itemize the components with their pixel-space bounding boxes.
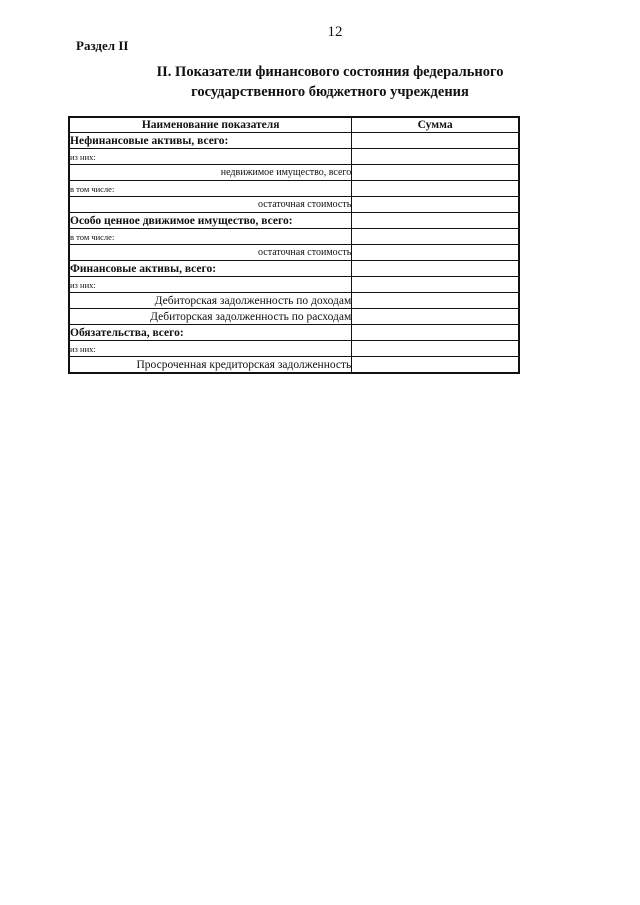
row-label: Дебиторская задолженность по расходам [69,309,352,325]
table-row [69,165,519,181]
row-label: Дебиторская задолженность по доходам [69,293,352,309]
table-row [69,261,519,277]
row-label: Нефинансовые активы, всего: [69,133,352,149]
table-row [69,277,519,293]
table-row [69,309,519,325]
row-label: из них: [69,149,352,165]
page-number: 12 [327,24,343,40]
row-amount-cell[interactable] [352,261,519,277]
column-header-amount: Сумма [352,117,519,133]
heading-line-2: государственного бюджетного учреждения [191,84,469,100]
row-label: остаточная стоимость [69,245,352,261]
row-amount-cell[interactable] [352,277,519,293]
row-label: в том числе: [69,181,352,197]
row-amount-cell[interactable] [352,357,519,374]
row-amount-cell[interactable] [352,229,519,245]
row-amount-cell[interactable] [352,197,519,213]
section-label: Раздел II [76,38,129,53]
row-amount-cell[interactable] [352,245,519,261]
row-label: в том числе: [69,229,352,245]
table-row [69,293,519,309]
row-label: Просроченная кредиторская задолженность [69,357,352,374]
row-amount-cell[interactable] [352,293,519,309]
table-row [69,357,519,374]
financial-indicators-table [68,116,520,374]
section-heading [120,62,540,102]
column-header-name: Наименование показателя [69,117,352,133]
row-amount-cell[interactable] [352,309,519,325]
row-amount-cell[interactable] [352,149,519,165]
row-amount-cell[interactable] [352,133,519,149]
table-row [69,197,519,213]
table-row [69,341,519,357]
table-header-row [69,117,519,133]
table-row [69,213,519,229]
table-row [69,325,519,341]
row-label: недвижимое имущество, всего [69,165,352,181]
row-label: из них: [69,277,352,293]
row-label: Особо ценное движимое имущество, всего: [69,213,352,229]
row-amount-cell[interactable] [352,165,519,181]
row-label: Финансовые активы, всего: [69,261,352,277]
table-row [69,245,519,261]
row-amount-cell[interactable] [352,181,519,197]
row-label: из них: [69,341,352,357]
table-row [69,181,519,197]
row-amount-cell[interactable] [352,213,519,229]
row-label: Обязательства, всего: [69,325,352,341]
row-label: остаточная стоимость [69,197,352,213]
table-row [69,149,519,165]
row-amount-cell[interactable] [352,341,519,357]
table-row [69,229,519,245]
row-amount-cell[interactable] [352,325,519,341]
heading-line-1: II. Показатели финансового состояния федерального [156,64,504,80]
table-row [69,133,519,149]
